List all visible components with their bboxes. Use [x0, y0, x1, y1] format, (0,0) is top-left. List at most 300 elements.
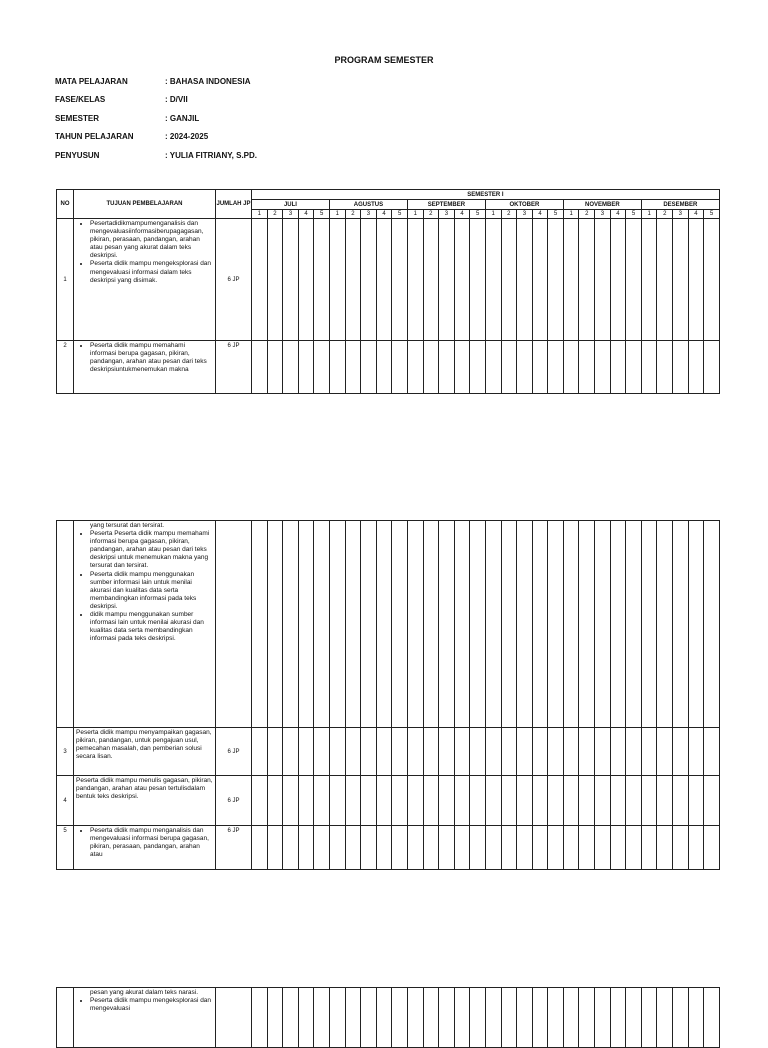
schedule-cell	[407, 776, 423, 826]
page-title: PROGRAM SEMESTER	[334, 55, 434, 65]
schedule-cell	[314, 521, 330, 728]
schedule-cell	[657, 341, 673, 394]
schedule-cell	[563, 521, 579, 728]
semester-table-continued	[56, 520, 720, 870]
month-november: NOVEMBER	[563, 200, 641, 210]
schedule-cell	[376, 219, 392, 341]
schedule-cell	[673, 988, 689, 1048]
learning-objective	[74, 521, 216, 728]
schedule-cell	[563, 341, 579, 394]
week-number: 1	[329, 210, 345, 219]
schedule-cell	[454, 728, 470, 776]
schedule-cell	[439, 521, 455, 728]
jp-value: 6 JP	[216, 728, 252, 776]
schedule-cell	[314, 776, 330, 826]
header-no: NO	[57, 190, 74, 219]
schedule-cell	[548, 728, 564, 776]
table-row-5-continued	[57, 988, 720, 1048]
schedule-cell	[314, 219, 330, 341]
schedule-cell	[532, 988, 548, 1048]
schedule-cell	[610, 728, 626, 776]
schedule-cell	[267, 728, 283, 776]
objective-continuation: pesan yang akurat dalam teks narasi.	[90, 989, 199, 996]
schedule-cell	[329, 341, 345, 394]
week-number: 3	[595, 210, 611, 219]
week-number: 4	[532, 210, 548, 219]
semester-table-continued-2	[56, 987, 720, 1048]
schedule-cell	[548, 521, 564, 728]
schedule-cell	[595, 826, 611, 870]
schedule-cell	[704, 988, 720, 1048]
table-row-5	[57, 826, 720, 870]
schedule-cell	[579, 521, 595, 728]
info-label: TAHUN PELAJARAN	[55, 132, 134, 142]
schedule-cell	[673, 728, 689, 776]
schedule-cell	[704, 521, 720, 728]
row-number: 3	[57, 728, 74, 776]
schedule-cell	[548, 826, 564, 870]
schedule-cell	[361, 988, 377, 1048]
schedule-cell	[657, 728, 673, 776]
row-number	[57, 521, 74, 728]
objective-point: • Pesertadidikmampumenganalisis dan mengevaluasiinformasiberupagagasan, pikiran, perasaan, pandangan, arahan atau pesan yang akurat dalam teks deskripsi.	[90, 220, 213, 260]
schedule-cell	[267, 219, 283, 341]
schedule-cell	[579, 826, 595, 870]
info-value: : D/VII	[165, 95, 188, 105]
schedule-cell	[641, 776, 657, 826]
schedule-cell	[595, 341, 611, 394]
schedule-cell	[267, 341, 283, 394]
schedule-cell	[704, 826, 720, 870]
schedule-cell	[501, 826, 517, 870]
schedule-cell	[548, 341, 564, 394]
row-number: 5	[57, 826, 74, 870]
schedule-cell	[283, 219, 299, 341]
schedule-cell	[423, 219, 439, 341]
schedule-cell	[329, 826, 345, 870]
schedule-cell	[501, 341, 517, 394]
schedule-cell	[298, 521, 314, 728]
schedule-cell	[252, 826, 268, 870]
schedule-cell	[673, 776, 689, 826]
week-number: 5	[626, 210, 642, 219]
schedule-cell	[673, 219, 689, 341]
document-info	[55, 72, 257, 165]
schedule-cell	[610, 521, 626, 728]
schedule-cell	[454, 826, 470, 870]
learning-objective	[74, 219, 216, 341]
schedule-cell	[252, 521, 268, 728]
week-number: 1	[407, 210, 423, 219]
schedule-cell	[579, 776, 595, 826]
schedule-cell	[485, 776, 501, 826]
schedule-cell	[376, 341, 392, 394]
schedule-cell	[532, 521, 548, 728]
schedule-cell	[641, 341, 657, 394]
schedule-cell	[345, 988, 361, 1048]
schedule-cell	[595, 776, 611, 826]
schedule-cell	[298, 776, 314, 826]
schedule-cell	[314, 728, 330, 776]
schedule-cell	[657, 776, 673, 826]
schedule-cell	[485, 988, 501, 1048]
learning-objective	[74, 776, 216, 826]
schedule-cell	[704, 219, 720, 341]
schedule-cell	[704, 341, 720, 394]
schedule-cell	[626, 728, 642, 776]
schedule-cell	[376, 521, 392, 728]
week-number: 3	[673, 210, 689, 219]
schedule-cell	[673, 341, 689, 394]
schedule-cell	[673, 521, 689, 728]
week-number: 3	[439, 210, 455, 219]
info-semester	[55, 109, 257, 128]
schedule-cell	[485, 728, 501, 776]
schedule-cell	[329, 521, 345, 728]
schedule-cell	[626, 341, 642, 394]
month-juli: JULI	[252, 200, 330, 210]
schedule-cell	[423, 826, 439, 870]
schedule-cell	[329, 219, 345, 341]
schedule-cell	[454, 776, 470, 826]
info-class	[55, 91, 257, 110]
schedule-cell	[283, 776, 299, 826]
schedule-cell	[626, 776, 642, 826]
schedule-cell	[407, 988, 423, 1048]
schedule-cell	[688, 521, 704, 728]
month-agustus: AGUSTUS	[329, 200, 407, 210]
jp-value: 6 JP	[216, 776, 252, 826]
schedule-cell	[376, 776, 392, 826]
learning-objective	[74, 341, 216, 394]
schedule-cell	[298, 219, 314, 341]
schedule-cell	[517, 219, 533, 341]
week-number: 2	[267, 210, 283, 219]
schedule-cell	[376, 988, 392, 1048]
schedule-cell	[392, 341, 408, 394]
schedule-cell	[657, 219, 673, 341]
schedule-cell	[548, 988, 564, 1048]
schedule-cell	[641, 521, 657, 728]
schedule-cell	[298, 826, 314, 870]
schedule-cell	[657, 988, 673, 1048]
schedule-cell	[252, 728, 268, 776]
schedule-cell	[470, 776, 486, 826]
info-value: : YULIA FITRIANY, S.PD.	[165, 150, 258, 160]
schedule-cell	[361, 728, 377, 776]
schedule-cell	[548, 776, 564, 826]
schedule-cell	[439, 776, 455, 826]
week-number: 4	[454, 210, 470, 219]
schedule-cell	[314, 988, 330, 1048]
schedule-cell	[501, 776, 517, 826]
schedule-cell	[501, 988, 517, 1048]
schedule-cell	[610, 341, 626, 394]
objective-point: • Peserta didik mampu mengeksplorasi dan mengevaluasi	[90, 997, 213, 1013]
schedule-cell	[283, 826, 299, 870]
info-value: : BAHASA INDONESIA	[165, 76, 251, 86]
learning-objective	[74, 988, 216, 1048]
week-number: 5	[548, 210, 564, 219]
schedule-cell	[439, 988, 455, 1048]
schedule-cell	[283, 728, 299, 776]
schedule-cell	[252, 776, 268, 826]
table-row-4	[57, 776, 720, 826]
week-number: 4	[610, 210, 626, 219]
week-number: 3	[361, 210, 377, 219]
row-number: 1	[57, 219, 74, 341]
schedule-cell	[392, 988, 408, 1048]
schedule-cell	[517, 521, 533, 728]
schedule-cell	[485, 219, 501, 341]
schedule-cell	[329, 776, 345, 826]
objective-point: • Peserta didik mampu menganalisis dan mengevaluasi informasi berupa gagasan, pikiran, perasaan, pandangan, arahan atau	[90, 827, 213, 859]
schedule-cell	[641, 728, 657, 776]
schedule-cell	[345, 826, 361, 870]
schedule-cell	[454, 521, 470, 728]
schedule-cell	[361, 826, 377, 870]
week-number: 2	[345, 210, 361, 219]
schedule-cell	[267, 521, 283, 728]
schedule-cell	[688, 776, 704, 826]
schedule-cell	[485, 521, 501, 728]
schedule-cell	[657, 826, 673, 870]
schedule-cell	[361, 341, 377, 394]
schedule-cell	[485, 341, 501, 394]
schedule-cell	[688, 728, 704, 776]
schedule-cell	[252, 219, 268, 341]
table-row-1	[57, 219, 720, 341]
week-number: 3	[283, 210, 299, 219]
week-number: 4	[688, 210, 704, 219]
header-jumlah-jp: JUMLAH JP	[216, 190, 252, 219]
schedule-cell	[673, 826, 689, 870]
schedule-cell	[501, 521, 517, 728]
schedule-cell	[470, 728, 486, 776]
schedule-cell	[532, 728, 548, 776]
schedule-cell	[579, 341, 595, 394]
schedule-cell	[470, 826, 486, 870]
learning-objective	[74, 728, 216, 776]
schedule-cell	[563, 826, 579, 870]
schedule-cell	[641, 988, 657, 1048]
schedule-cell	[252, 988, 268, 1048]
week-number: 1	[485, 210, 501, 219]
schedule-cell	[657, 521, 673, 728]
schedule-cell	[626, 826, 642, 870]
schedule-cell	[610, 826, 626, 870]
schedule-cell	[626, 219, 642, 341]
schedule-cell	[329, 988, 345, 1048]
info-label: FASE/KELAS	[55, 95, 106, 105]
schedule-cell	[610, 988, 626, 1048]
schedule-cell	[454, 219, 470, 341]
week-number: 2	[423, 210, 439, 219]
schedule-cell	[376, 728, 392, 776]
info-label: SEMESTER	[55, 113, 100, 123]
schedule-cell	[532, 219, 548, 341]
schedule-cell	[470, 219, 486, 341]
info-value: : 2024-2025	[165, 132, 209, 142]
week-number: 1	[563, 210, 579, 219]
schedule-cell	[626, 988, 642, 1048]
schedule-cell	[392, 521, 408, 728]
schedule-cell	[563, 988, 579, 1048]
week-number: 5	[392, 210, 408, 219]
schedule-cell	[517, 826, 533, 870]
schedule-cell	[298, 728, 314, 776]
schedule-cell	[517, 776, 533, 826]
schedule-cell	[267, 988, 283, 1048]
schedule-cell	[345, 776, 361, 826]
schedule-cell	[501, 728, 517, 776]
schedule-cell	[563, 219, 579, 341]
schedule-cell	[423, 521, 439, 728]
table-row-2	[57, 341, 720, 394]
objective-point: • didik mampu menggunakan sumber informasi lain untuk menilai akurasi dan kualitas data serta membandingkan informasi pada teks deskripsi.	[90, 611, 213, 643]
schedule-cell	[423, 728, 439, 776]
header-tujuan: TUJUAN PEMBELAJARAN	[74, 190, 216, 219]
schedule-cell	[298, 341, 314, 394]
jp-value: 6 JP	[216, 341, 252, 394]
schedule-cell	[439, 826, 455, 870]
schedule-cell	[283, 521, 299, 728]
schedule-cell	[595, 219, 611, 341]
semester-table	[56, 189, 720, 394]
info-label: MATA PELAJARAN	[55, 76, 128, 86]
schedule-cell	[517, 728, 533, 776]
row-number: 4	[57, 776, 74, 826]
schedule-cell	[298, 988, 314, 1048]
schedule-cell	[439, 219, 455, 341]
schedule-cell	[579, 219, 595, 341]
objective-point: • Peserta Peserta didik mampu memahami informasi berupa gagasan, pikiran, pandangan, arahan atau pesan dari teks deskripsi untuk menemukan makna yang tersurat dan tersirat.	[90, 530, 213, 570]
week-number: 1	[641, 210, 657, 219]
schedule-cell	[595, 988, 611, 1048]
schedule-cell	[532, 776, 548, 826]
schedule-cell	[641, 219, 657, 341]
schedule-cell	[704, 776, 720, 826]
table-row-3	[57, 728, 720, 776]
schedule-cell	[439, 728, 455, 776]
schedule-cell	[517, 988, 533, 1048]
schedule-cell	[345, 341, 361, 394]
schedule-cell	[252, 341, 268, 394]
schedule-cell	[423, 776, 439, 826]
schedule-cell	[439, 341, 455, 394]
objective-point: • Peserta didik mampu memahami informasi berupa gagasan, pikiran, pandangan, arahan atau pesan dari teks deskripsiuntukmenemukan makna	[90, 342, 213, 374]
schedule-cell	[314, 341, 330, 394]
schedule-cell	[283, 341, 299, 394]
objective-continuation: yang tersurat dan tersirat.	[90, 522, 165, 529]
schedule-cell	[361, 521, 377, 728]
schedule-cell	[595, 521, 611, 728]
table-row-2-continued	[57, 521, 720, 728]
objective-point: • Peserta didik mampu menggunakan sumber informasi lain untuk menilai akurasi dan kualitas data serta membandingkan informasi pada teks deskripsi.	[90, 571, 213, 611]
week-number: 5	[704, 210, 720, 219]
objective-point: • Peserta didik mampu mengeksplorasi dan mengevaluasi informasi dalam teks deskripsi yang disimak.	[90, 260, 213, 284]
schedule-cell	[314, 826, 330, 870]
objective-text: Peserta didik mampu menyampaikan gagasan, pikiran, pandangan, untuk pengajuan usul, pemecahan masalah, dan pemberian solusi secara lisan.	[76, 729, 212, 761]
week-number: 2	[579, 210, 595, 219]
schedule-cell	[610, 776, 626, 826]
schedule-cell	[345, 219, 361, 341]
schedule-cell	[454, 341, 470, 394]
month-oktober: OKTOBER	[485, 200, 563, 210]
schedule-cell	[548, 219, 564, 341]
schedule-cell	[392, 728, 408, 776]
schedule-cell	[688, 341, 704, 394]
schedule-cell	[688, 988, 704, 1048]
week-number: 4	[376, 210, 392, 219]
schedule-cell	[361, 776, 377, 826]
schedule-cell	[423, 341, 439, 394]
schedule-cell	[579, 728, 595, 776]
schedule-cell	[392, 826, 408, 870]
schedule-cell	[532, 826, 548, 870]
schedule-cell	[329, 728, 345, 776]
month-september: SEPTEMBER	[407, 200, 485, 210]
schedule-cell	[532, 341, 548, 394]
schedule-cell	[407, 219, 423, 341]
schedule-cell	[470, 341, 486, 394]
row-number	[57, 988, 74, 1048]
schedule-cell	[407, 341, 423, 394]
schedule-cell	[407, 728, 423, 776]
learning-objective	[74, 826, 216, 870]
week-number: 5	[470, 210, 486, 219]
schedule-cell	[641, 826, 657, 870]
schedule-cell	[392, 219, 408, 341]
schedule-cell	[376, 826, 392, 870]
week-number: 2	[657, 210, 673, 219]
schedule-cell	[283, 988, 299, 1048]
schedule-cell	[688, 219, 704, 341]
week-number: 4	[298, 210, 314, 219]
info-value: : GANJIL	[165, 113, 200, 123]
schedule-cell	[626, 521, 642, 728]
jp-value: 6 JP	[216, 826, 252, 870]
schedule-cell	[704, 728, 720, 776]
jp-value	[216, 988, 252, 1048]
week-number: 2	[501, 210, 517, 219]
schedule-cell	[267, 826, 283, 870]
jp-value	[216, 521, 252, 728]
row-number: 2	[57, 341, 74, 394]
schedule-cell	[579, 988, 595, 1048]
objective-text: Peserta didik mampu menulis gagasan, pikiran, pandangan, arahan atau pesan tertulisdalam bentuk teks deskripsi.	[76, 777, 213, 801]
schedule-cell	[470, 521, 486, 728]
schedule-cell	[345, 521, 361, 728]
schedule-cell	[345, 728, 361, 776]
schedule-cell	[595, 728, 611, 776]
info-label: PENYUSUN	[55, 150, 100, 160]
schedule-cell	[610, 219, 626, 341]
schedule-cell	[407, 521, 423, 728]
month-desember: DESEMBER	[641, 200, 719, 210]
schedule-cell	[267, 776, 283, 826]
schedule-cell	[517, 341, 533, 394]
header-semester: SEMESTER I	[252, 190, 720, 200]
week-number: 5	[314, 210, 330, 219]
schedule-cell	[501, 219, 517, 341]
week-number: 1	[252, 210, 268, 219]
schedule-cell	[688, 826, 704, 870]
schedule-cell	[392, 776, 408, 826]
schedule-cell	[361, 219, 377, 341]
info-author	[55, 146, 257, 165]
schedule-cell	[485, 826, 501, 870]
